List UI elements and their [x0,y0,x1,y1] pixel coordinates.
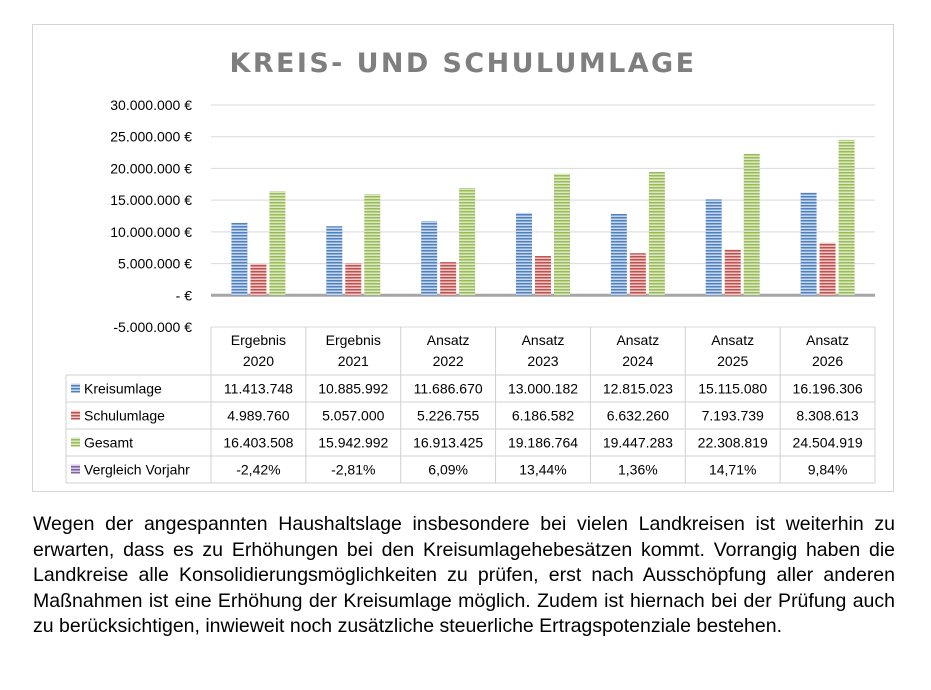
bar-kreisumlage [706,199,722,295]
data-label: 6,09% [428,461,468,478]
body-paragraph: Wegen der angespannten Haushaltslage insbesondere bei vielen Landkreisen ist weiterhin zu erwarten, dass es zu Erhöhungen bei den Kreisumlagehebesätzen kommt. Vorrangig haben die Landkreise alle Konsolidierungsmöglichkeiten zu prüfen, erst nach Ausschöpfung aller anderen Maßnahmen ist eine Erhöhung der Kreisumlage möglich. Zudem ist hiernach bei der Prüfung auch zu berücksichtigen, inwieweit noch zusätzliche steuerliche Ertragspotenziale bestehen. [33,513,895,638]
data-label: 5.226.755 [416,407,480,424]
bar-schulumlage [440,262,456,295]
data-label: 9,84% [807,461,848,478]
chart-svg [33,25,893,491]
data-label: 7.193.739 [701,407,764,424]
data-label: 13.000.182 [507,380,579,397]
data-label: 19.447.283 [602,434,673,451]
data-label: 12.815.023 [602,380,673,397]
data-label: 14,71% [708,461,757,478]
data-label: 24.504.919 [792,434,863,451]
bar-gesamt [269,191,285,295]
bar-gesamt [744,154,760,296]
bar-schulumlage [725,250,741,296]
legend-label: Schulumlage [84,407,165,424]
y-tick-label: 25.000.000 € [110,128,192,145]
x-category-year: 2024 [622,353,654,369]
bar-kreisumlage [231,223,247,295]
bar-schulumlage [630,253,646,295]
legend-label: Gesamt [84,434,134,451]
y-tick-label: 30.000.000 € [110,97,192,113]
data-label: 22.308.819 [697,434,768,451]
y-tick-label: -5.000.000 € [113,319,192,335]
data-label: 16.196.306 [792,380,863,397]
legend-label: Kreisumlage [84,380,162,397]
legend-key-vergleich-vorjahr [71,465,80,474]
data-label: 6.186.582 [511,407,575,424]
bar-schulumlage [250,264,266,296]
legend-key-gesamt [71,438,80,447]
bar-schulumlage [345,263,361,295]
x-category-label: Ansatz [426,332,470,348]
x-category-label: Ansatz [521,332,565,348]
x-category-label: Ansatz [616,332,660,348]
y-tick-label: 10.000.000 € [110,223,192,240]
bar-gesamt [364,194,380,295]
y-tick-label: - € [175,287,192,304]
x-category-label: Ansatz [806,332,849,348]
x-category-year: 2020 [242,353,275,369]
data-label: 19.186.764 [507,434,579,451]
y-tick-label: 20.000.000 € [110,160,192,177]
bar-kreisumlage [326,226,342,295]
bar-schulumlage [820,243,836,296]
x-category-year: 2026 [811,353,844,369]
data-label: 8.308.613 [796,407,859,424]
bar-kreisumlage [611,214,627,295]
bar-schulumlage [535,256,551,295]
data-label: 16.913.425 [413,434,484,451]
x-category-year: 2023 [527,353,559,369]
data-label: 16.403.508 [223,434,294,451]
data-label: 5.057.000 [322,407,385,424]
x-category-year: 2021 [337,353,369,369]
x-category-label: Ansatz [711,332,755,348]
data-label: 10.885.992 [318,380,389,397]
y-tick-label: 15.000.000 € [110,192,192,209]
bar-gesamt [649,172,665,295]
x-category-label: Ergebnis [325,332,381,348]
x-category-year: 2025 [717,353,749,369]
data-label: 13,44% [519,461,567,478]
data-label: 1,36% [618,461,658,478]
data-label: 4.989.760 [227,407,290,424]
legend-label: Vergleich Vorjahr [84,461,190,478]
chart-frame [32,24,894,492]
legend-key-schulumlage [71,411,80,420]
chart-title: KREIS- UND SCHULUMLAGE [229,48,697,79]
bar-kreisumlage [516,213,532,295]
data-label: 11.413.748 [223,380,293,397]
bar-gesamt [554,174,570,296]
data-label: -2,81% [331,461,376,478]
bar-kreisumlage [801,193,817,296]
legend-key-kreisumlage [71,384,80,393]
data-label: 6.632.260 [606,407,670,424]
data-label: 15.942.992 [318,434,389,451]
x-category-label: Ergebnis [230,332,287,348]
data-label: 11.686.670 [413,380,483,397]
y-tick-label: 5.000.000 € [118,255,192,272]
data-label: -2,42% [236,461,281,478]
x-category-year: 2022 [432,353,464,369]
bar-gesamt [839,140,855,295]
bar-gesamt [459,188,475,295]
bar-kreisumlage [421,221,437,295]
data-label: 15.115.080 [698,380,768,397]
